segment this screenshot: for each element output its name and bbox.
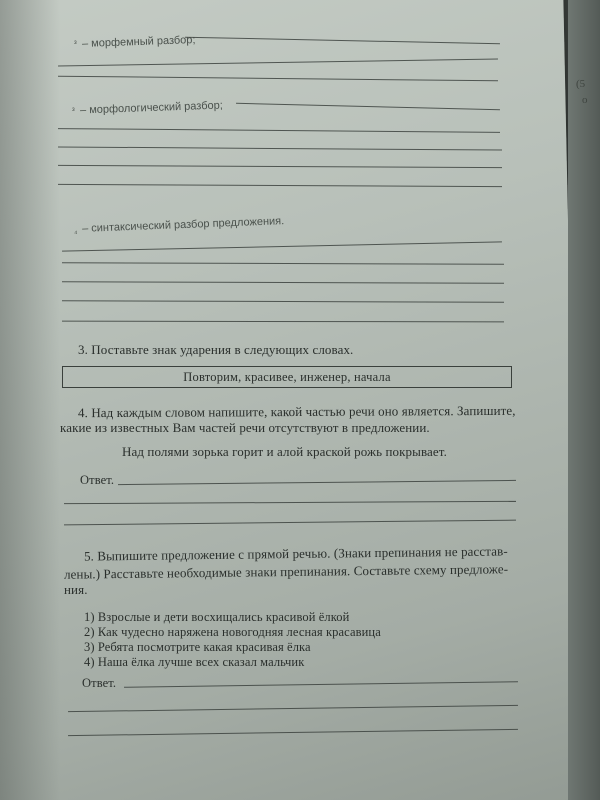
task-heading: 3. Поставьте знак ударения в следующих словах. (78, 342, 354, 357)
page-shadow (0, 0, 60, 800)
next-page-text: (5 (576, 78, 586, 90)
section-caption: – морфемный разбор; (81, 34, 196, 50)
next-page-edge (568, 0, 600, 800)
next-page-text: о (582, 94, 588, 106)
task-heading: лены.) Расставьте необходимые знаки препинания. Составьте схему предложе- (63, 561, 509, 582)
superscript-marker: ³ (74, 39, 77, 48)
words-box (62, 366, 512, 388)
superscript-marker: ³ (72, 106, 75, 115)
superscript-marker: ⁴ (74, 229, 78, 238)
words-to-stress: Повторим, красивее, инженер, начала (183, 370, 391, 384)
section-caption: – синтаксический разбор предложения. (81, 215, 285, 235)
section-caption: – морфологический разбор; (79, 99, 224, 117)
task-heading: 5. Выпишите предложение с прямой речью. (Знаки препинания не расстав- (83, 543, 508, 564)
answer-label: Ответ. (82, 676, 117, 690)
answer-label: Ответ. (80, 473, 115, 487)
task-heading: какие из известных Вам частей речи отсутствуют в предложении. (60, 420, 430, 435)
option-1: 1) Взрослые и дети восхищались красивой ёлкой (84, 610, 350, 624)
option-3: 3) Ребята посмотрите какая красивая ёлка (84, 640, 311, 654)
task-heading: ния. (64, 582, 88, 597)
task-sentence: Над полями зорька горит и алой краской рожь покрывает. (122, 444, 447, 459)
option-4: 4) Наша ёлка лучше всех сказал мальчик (84, 655, 305, 669)
option-2: 2) Как чудесно наряжена новогодняя лесная красавица (84, 625, 381, 639)
task-heading: 4. Над каждым словом напишите, какой частью речи оно является. Запишите, (77, 402, 516, 421)
